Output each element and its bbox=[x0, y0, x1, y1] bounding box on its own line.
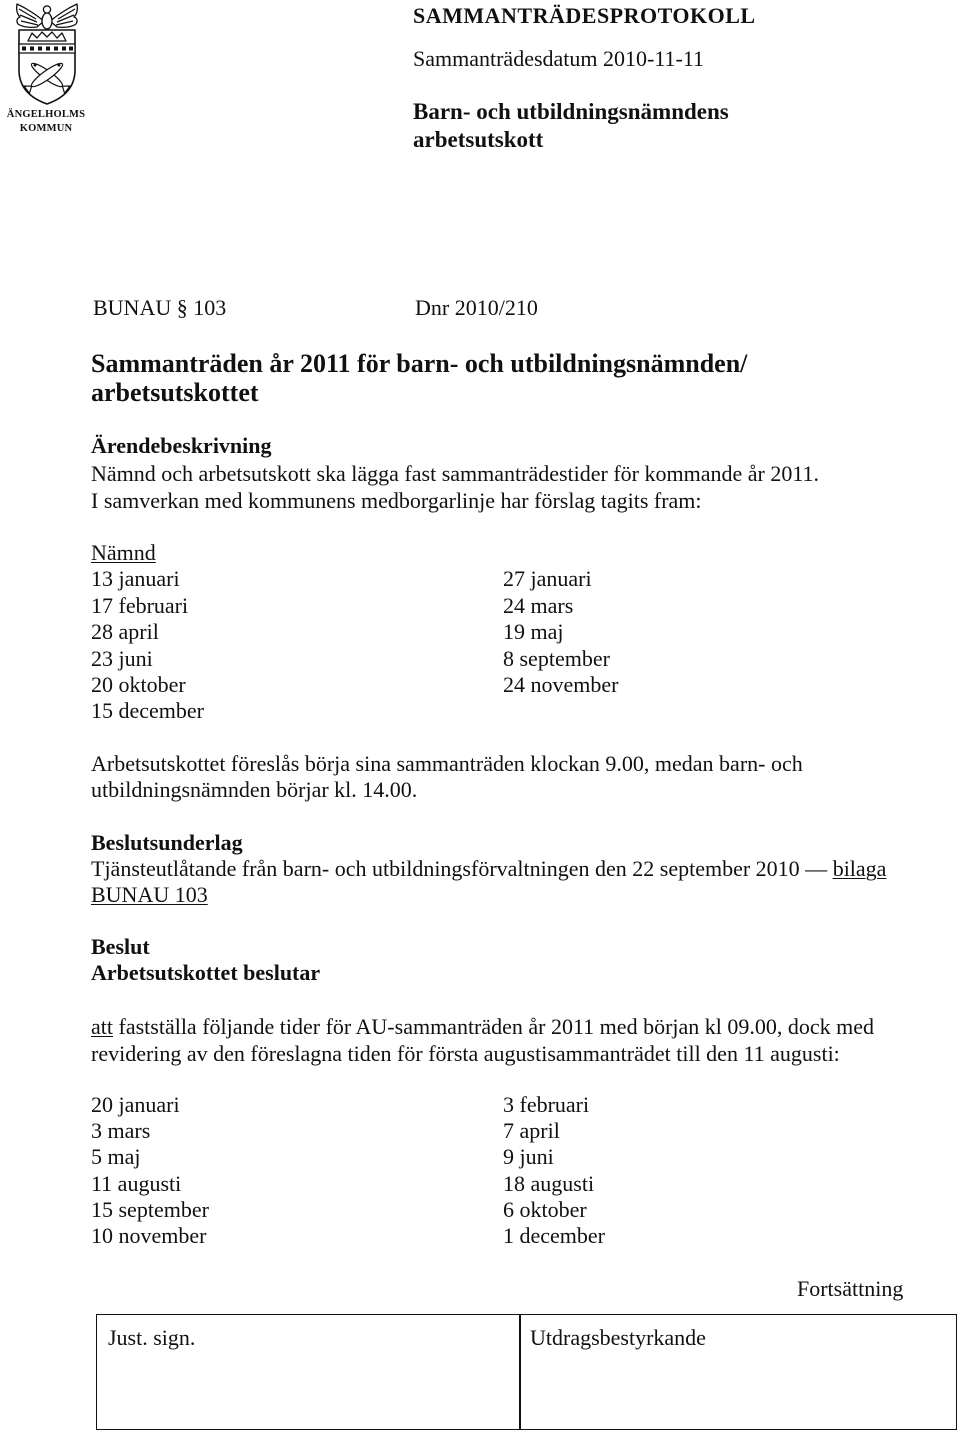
date-left: 23 juni bbox=[91, 645, 153, 671]
date-left: 10 november bbox=[91, 1222, 207, 1248]
diary-number: Dnr 2010/210 bbox=[415, 295, 538, 320]
date-row bbox=[91, 1092, 590, 1118]
date-row bbox=[91, 566, 592, 592]
date-left: 13 januari bbox=[91, 566, 180, 592]
att-keyword: att bbox=[91, 1014, 113, 1039]
date-row bbox=[91, 619, 564, 645]
date-right: 3 februari bbox=[503, 1092, 590, 1117]
attachment-word: bilaga bbox=[832, 856, 887, 881]
proposal-paragraph bbox=[91, 751, 803, 803]
description-section bbox=[91, 432, 819, 515]
document-title: SAMMANTRÄDESPROTOKOLL bbox=[413, 3, 756, 28]
date-row bbox=[91, 671, 619, 698]
date-right: 18 augusti bbox=[503, 1170, 595, 1196]
proposal-line: Arbetsutskottet föreslås börja sina sammanträden klockan 9.00, medan barn- och bbox=[91, 751, 803, 776]
committee-name-line: arbetsutskott bbox=[413, 127, 544, 152]
date-right: 19 maj bbox=[503, 619, 564, 645]
basis-text: Tjänsteutlåtande från barn- och utbildningsförvaltningen den 22 september 2010 — bbox=[91, 856, 828, 881]
date-row bbox=[91, 592, 574, 619]
date-left: 17 februari bbox=[91, 592, 189, 618]
committee-name bbox=[413, 98, 729, 154]
date-left: 20 oktober bbox=[91, 671, 186, 697]
signature-divider bbox=[519, 1315, 521, 1429]
certification-label: Utdragsbestyrkande bbox=[530, 1325, 706, 1350]
au-meetings-list bbox=[91, 1092, 605, 1249]
description-line: Nämnd och arbetsutskott ska lägga fast sammanträdestider för kommande år 2011. bbox=[91, 460, 820, 486]
description-heading: Ärendebeskrivning bbox=[91, 433, 272, 458]
decision-subheading: Arbetsutskottet beslutar bbox=[91, 960, 321, 985]
description-line: I samverkan med kommunens medborgarlinje har förslag tagits fram: bbox=[91, 488, 702, 513]
date-right: 7 april bbox=[503, 1118, 560, 1144]
basis-section bbox=[91, 830, 886, 908]
proposal-line: utbildningsnämnden börjar kl. 14.00. bbox=[91, 777, 418, 802]
decision-line: fastställa följande tider för AU-sammanträden år 2011 med början kl 09.00, dock med bbox=[118, 1014, 875, 1039]
date-row bbox=[91, 1144, 554, 1170]
date-left: 15 september bbox=[91, 1196, 209, 1222]
logo-name-line1: ÄNGELHOLMS bbox=[6, 109, 86, 120]
date-right: 6 oktober bbox=[503, 1196, 587, 1222]
date-left: 28 april bbox=[91, 619, 159, 645]
municipality-logo bbox=[4, 0, 88, 136]
date-row bbox=[91, 1118, 560, 1144]
board-meetings-heading: Nämnd bbox=[91, 540, 156, 565]
attachment-reference: BUNAU 103 bbox=[91, 882, 208, 907]
meeting-date: Sammanträdesdatum 2010-11-11 bbox=[413, 46, 705, 71]
signature-box bbox=[96, 1314, 957, 1430]
date-row bbox=[91, 1222, 605, 1249]
committee-name-line: Barn- och utbildningsnämndens bbox=[413, 99, 729, 124]
basis-heading: Beslutsunderlag bbox=[91, 830, 243, 855]
date-right: 24 november bbox=[503, 671, 619, 697]
date-row bbox=[91, 645, 610, 672]
date-row bbox=[91, 1196, 587, 1223]
decision-heading: Beslut bbox=[91, 934, 150, 959]
board-meetings-section bbox=[91, 540, 619, 725]
date-right: 27 januari bbox=[503, 566, 592, 592]
decision-paragraph bbox=[91, 1013, 874, 1067]
date-row bbox=[91, 698, 204, 724]
date-right: 24 mars bbox=[503, 592, 574, 618]
decision-section bbox=[91, 934, 320, 986]
date-left: 20 januari bbox=[91, 1092, 180, 1117]
subject-title-line: arbetsutskottet bbox=[91, 378, 259, 407]
date-left: 5 maj bbox=[91, 1144, 141, 1170]
date-right: 9 juni bbox=[503, 1144, 554, 1170]
date-left: 15 december bbox=[91, 698, 204, 724]
subject-title-line: Sammanträden år 2011 för barn- och utbildningsnämnden/ bbox=[91, 349, 748, 378]
date-left: 3 mars bbox=[91, 1118, 151, 1144]
continuation-note: Fortsättning bbox=[797, 1276, 904, 1301]
subject-title bbox=[91, 349, 747, 407]
justering-label: Just. sign. bbox=[108, 1325, 196, 1350]
date-row bbox=[91, 1170, 595, 1197]
date-right: 1 december bbox=[503, 1222, 605, 1248]
date-left: 11 augusti bbox=[91, 1170, 182, 1196]
decision-line: revidering av den föreslagna tiden för första augustisammanträdet till den 11 augusti: bbox=[91, 1041, 840, 1066]
case-number: BUNAU § 103 bbox=[93, 295, 227, 320]
date-right: 8 september bbox=[503, 645, 610, 671]
logo-name-line2: KOMMUN bbox=[19, 123, 73, 134]
basis-line bbox=[91, 856, 886, 882]
coat-of-arms-icon bbox=[6, 1, 86, 107]
